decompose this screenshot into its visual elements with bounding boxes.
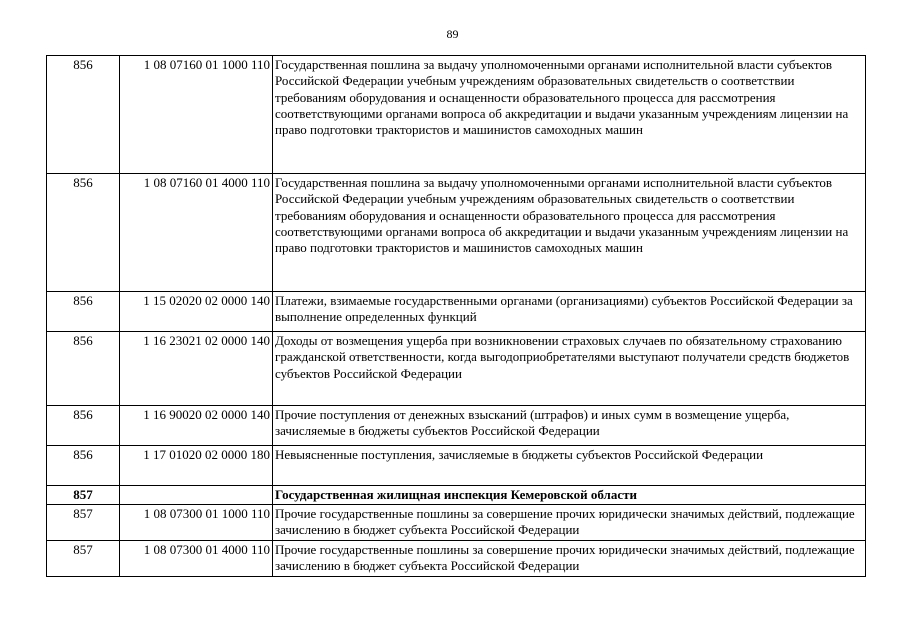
table-row xyxy=(47,56,866,174)
revenue-code-cell: 1 08 07160 01 1000 110 xyxy=(120,56,273,174)
table-row xyxy=(47,292,866,332)
revenue-code-cell: 1 15 02020 02 0000 140 xyxy=(120,292,273,332)
section-header-row xyxy=(47,486,866,505)
admin-code-cell: 857 xyxy=(47,541,120,577)
revenue-code-cell: 1 08 07300 01 4000 110 xyxy=(120,541,273,577)
revenue-name-cell: Прочие государственные пошлины за совершение прочих юридически значимых действий, подлежащие зачислению в бюджет субъекта Российской Федерации xyxy=(273,541,866,577)
revenue-name-cell: Государственная пошлина за выдачу уполномоченными органами исполнительной власти субъектов Российской Федерации учебным учреждениям образовательных свидетельств о соответствии требованиям оборудования и оснащенности образовательного процесса для рассмотрения соответствующими органами вопроса об аккредитации и выдачи указанным учреждениям лицензии на право подготовки трактористов и машинистов самоходных машин xyxy=(273,174,866,292)
admin-code-cell: 856 xyxy=(47,446,120,486)
revenue-name-cell: Государственная жилищная инспекция Кемеровской области xyxy=(273,486,866,505)
revenue-name-cell: Платежи, взимаемые государственными органами (организациями) субъектов Российской Федерации за выполнение определенных функций xyxy=(273,292,866,332)
admin-code-cell: 856 xyxy=(47,332,120,406)
table-row xyxy=(47,446,866,486)
table-body xyxy=(47,56,866,577)
revenue-name-cell: Невыясненные поступления, зачисляемые в бюджеты субъектов Российской Федерации xyxy=(273,446,866,486)
revenue-classification-table xyxy=(46,55,866,577)
admin-code-cell: 857 xyxy=(47,505,120,541)
admin-code-cell: 857 xyxy=(47,486,120,505)
revenue-name-cell: Государственная пошлина за выдачу уполномоченными органами исполнительной власти субъектов Российской Федерации учебным учреждениям образовательных свидетельств о соответствии требованиям оборудования и оснащенности образовательного процесса для рассмотрения соответствующими органами вопроса об аккредитации и выдачи указанным учреждениям лицензии на право подготовки трактористов и машинистов самоходных машин xyxy=(273,56,866,174)
revenue-name-cell: Доходы от возмещения ущерба при возникновении страховых случаев по обязательному страхованию гражданской ответственности, когда выгодоприобретателями выступают получатели средств бюджетов субъектов Российской Федерации xyxy=(273,332,866,406)
table-row xyxy=(47,332,866,406)
revenue-name-cell: Прочие поступления от денежных взысканий (штрафов) и иных сумм в возмещение ущерба, зачисляемые в бюджеты субъектов Российской Федерации xyxy=(273,406,866,446)
revenue-code-cell xyxy=(120,486,273,505)
admin-code-cell: 856 xyxy=(47,174,120,292)
revenue-name-cell: Прочие государственные пошлины за совершение прочих юридически значимых действий, подлежащие зачислению в бюджет субъекта Российской Федерации xyxy=(273,505,866,541)
table-row xyxy=(47,541,866,577)
revenue-code-cell: 1 17 01020 02 0000 180 xyxy=(120,446,273,486)
table-row xyxy=(47,174,866,292)
revenue-code-cell: 1 08 07300 01 1000 110 xyxy=(120,505,273,541)
revenue-code-cell: 1 16 23021 02 0000 140 xyxy=(120,332,273,406)
revenue-code-cell: 1 16 90020 02 0000 140 xyxy=(120,406,273,446)
revenue-code-cell: 1 08 07160 01 4000 110 xyxy=(120,174,273,292)
table-row xyxy=(47,406,866,446)
admin-code-cell: 856 xyxy=(47,56,120,174)
table-row xyxy=(47,505,866,541)
admin-code-cell: 856 xyxy=(47,406,120,446)
admin-code-cell: 856 xyxy=(47,292,120,332)
page-number: 89 xyxy=(446,27,459,41)
